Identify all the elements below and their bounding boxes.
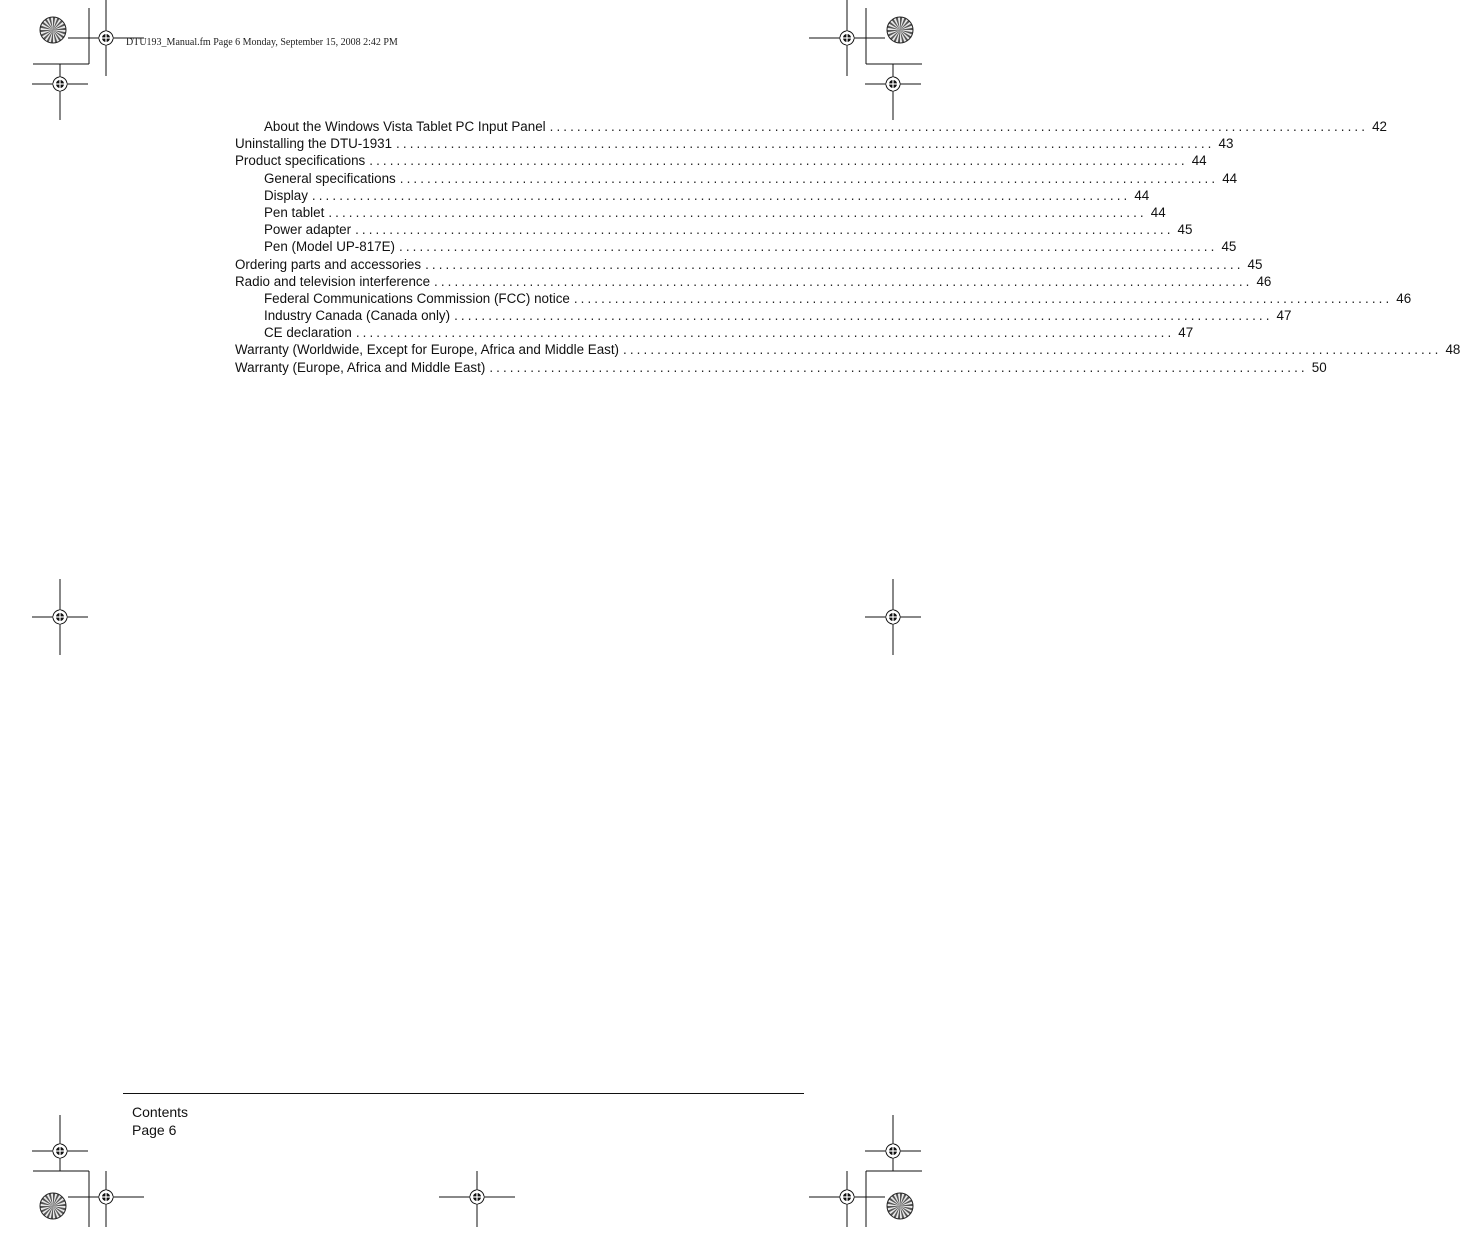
toc-entry-title: Federal Communications Commission (FCC) notice xyxy=(264,290,570,306)
toc-entry[interactable] xyxy=(235,324,1194,341)
toc-entry-title: Product specifications xyxy=(235,153,366,169)
toc-entry-page: 44 xyxy=(1150,204,1166,220)
toc-leader-dots: ........................................................................................................................ xyxy=(369,153,1188,169)
toc-entry-title: Ordering parts and accessories xyxy=(235,256,422,272)
toc-leader-dots: ........................................................................................................................ xyxy=(489,359,1308,375)
star-target-icon xyxy=(887,17,913,43)
toc-entry-title: Warranty (Worldwide, Except for Europe, Africa and Middle East) xyxy=(235,342,620,358)
toc-entry-page: 45 xyxy=(1247,256,1263,272)
toc-entry-page: 43 xyxy=(1218,136,1234,152)
footer-divider xyxy=(123,1093,804,1094)
toc-leader-dots: ........................................................................................................................ xyxy=(328,204,1147,220)
toc-entry-title: CE declaration xyxy=(264,325,352,341)
toc-leader-dots: ........................................................................................................................ xyxy=(311,187,1131,203)
star-target-icon xyxy=(40,1193,66,1219)
toc-entry[interactable] xyxy=(235,273,1272,290)
toc-entry-page: 44 xyxy=(1191,153,1207,169)
toc-leader-dots: ........................................................................................................................ xyxy=(434,273,1253,289)
toc-entry[interactable] xyxy=(235,290,1412,307)
registration-mark-icon xyxy=(32,579,88,655)
toc-entry-page: 47 xyxy=(1178,325,1194,341)
registration-mark-icon xyxy=(809,0,885,76)
toc-entry-page: 42 xyxy=(1372,119,1387,134)
toc-entry-page: 46 xyxy=(1256,273,1272,289)
file-slug-header: DTU193_Manual.fm Page 6 Monday, September 15, 2008 2:42 PM xyxy=(126,37,398,48)
toc-entry-page: 45 xyxy=(1177,222,1193,238)
toc-entry-page: 44 xyxy=(1222,170,1238,186)
registration-mark-icon xyxy=(865,64,921,120)
toc-entry[interactable] xyxy=(235,221,1193,238)
toc-leader-dots: ........................................................................................................................ xyxy=(425,256,1244,272)
toc-leader-dots: ........................................................................................................................ xyxy=(399,239,1218,255)
toc-entry[interactable] xyxy=(235,204,1166,221)
toc-entry[interactable] xyxy=(235,307,1292,324)
toc-entry-title: Power adapter xyxy=(264,222,352,238)
toc-leader-dots: ........................................................................................................................ xyxy=(396,136,1215,152)
star-target-icon xyxy=(40,17,66,43)
toc-entry-page: 47 xyxy=(1276,308,1292,324)
toc-entry-title: About the Windows Vista Tablet PC Input Panel xyxy=(264,119,546,134)
toc-leader-dots: ........................................................................................................................ xyxy=(355,222,1174,238)
toc-entry[interactable] xyxy=(235,256,1263,273)
toc-entry[interactable] xyxy=(235,152,1207,169)
toc-entry-page: 50 xyxy=(1311,359,1327,375)
toc-entry-title: Warranty (Europe, Africa and Middle East) xyxy=(235,359,486,375)
registration-mark-icon xyxy=(439,1171,515,1227)
toc-leader-dots: ........................................................................................................................ xyxy=(454,308,1273,324)
table-of-contents xyxy=(235,118,1460,376)
toc-entry-title: Industry Canada (Canada only) xyxy=(264,308,451,324)
footer-section-label: Contents xyxy=(132,1104,189,1120)
toc-entry[interactable] xyxy=(235,341,1460,358)
footer-page-number: Page 6 xyxy=(132,1122,177,1138)
toc-entry-title: Uninstalling the DTU-1931 xyxy=(235,136,393,152)
toc-entry[interactable] xyxy=(235,135,1234,152)
toc-entry-page: 48 xyxy=(1445,342,1460,358)
toc-leader-dots: ........................................................................................................................ xyxy=(549,119,1369,134)
registration-mark-icon xyxy=(68,1171,144,1227)
toc-entry[interactable] xyxy=(235,170,1238,187)
toc-entry-page: 46 xyxy=(1396,290,1412,306)
star-target-icon xyxy=(887,1193,913,1219)
toc-entry-page: 45 xyxy=(1221,239,1237,255)
registration-mark-icon xyxy=(809,1171,885,1227)
toc-entry-page: 44 xyxy=(1134,187,1150,203)
toc-entry-title: General specifications xyxy=(264,170,396,186)
registration-mark-icon xyxy=(32,1115,88,1171)
toc-entry[interactable] xyxy=(235,238,1237,255)
toc-entry[interactable] xyxy=(235,118,1387,135)
registration-mark-icon xyxy=(32,64,88,120)
toc-entry-title: Pen tablet xyxy=(264,204,325,220)
toc-entry[interactable] xyxy=(235,187,1150,204)
toc-entry[interactable] xyxy=(235,359,1327,376)
toc-entry-title: Radio and television interference xyxy=(235,273,431,289)
toc-entry-title: Pen (Model UP-817E) xyxy=(264,239,395,255)
toc-leader-dots: ........................................................................................................................ xyxy=(573,290,1393,306)
registration-mark-icon xyxy=(865,1115,921,1171)
toc-leader-dots: ........................................................................................................................ xyxy=(399,170,1219,186)
toc-leader-dots: ........................................................................................................................ xyxy=(623,342,1442,358)
toc-leader-dots: ........................................................................................................................ xyxy=(355,325,1175,341)
toc-entry-title: Display xyxy=(264,187,308,203)
registration-mark-icon xyxy=(865,579,921,655)
